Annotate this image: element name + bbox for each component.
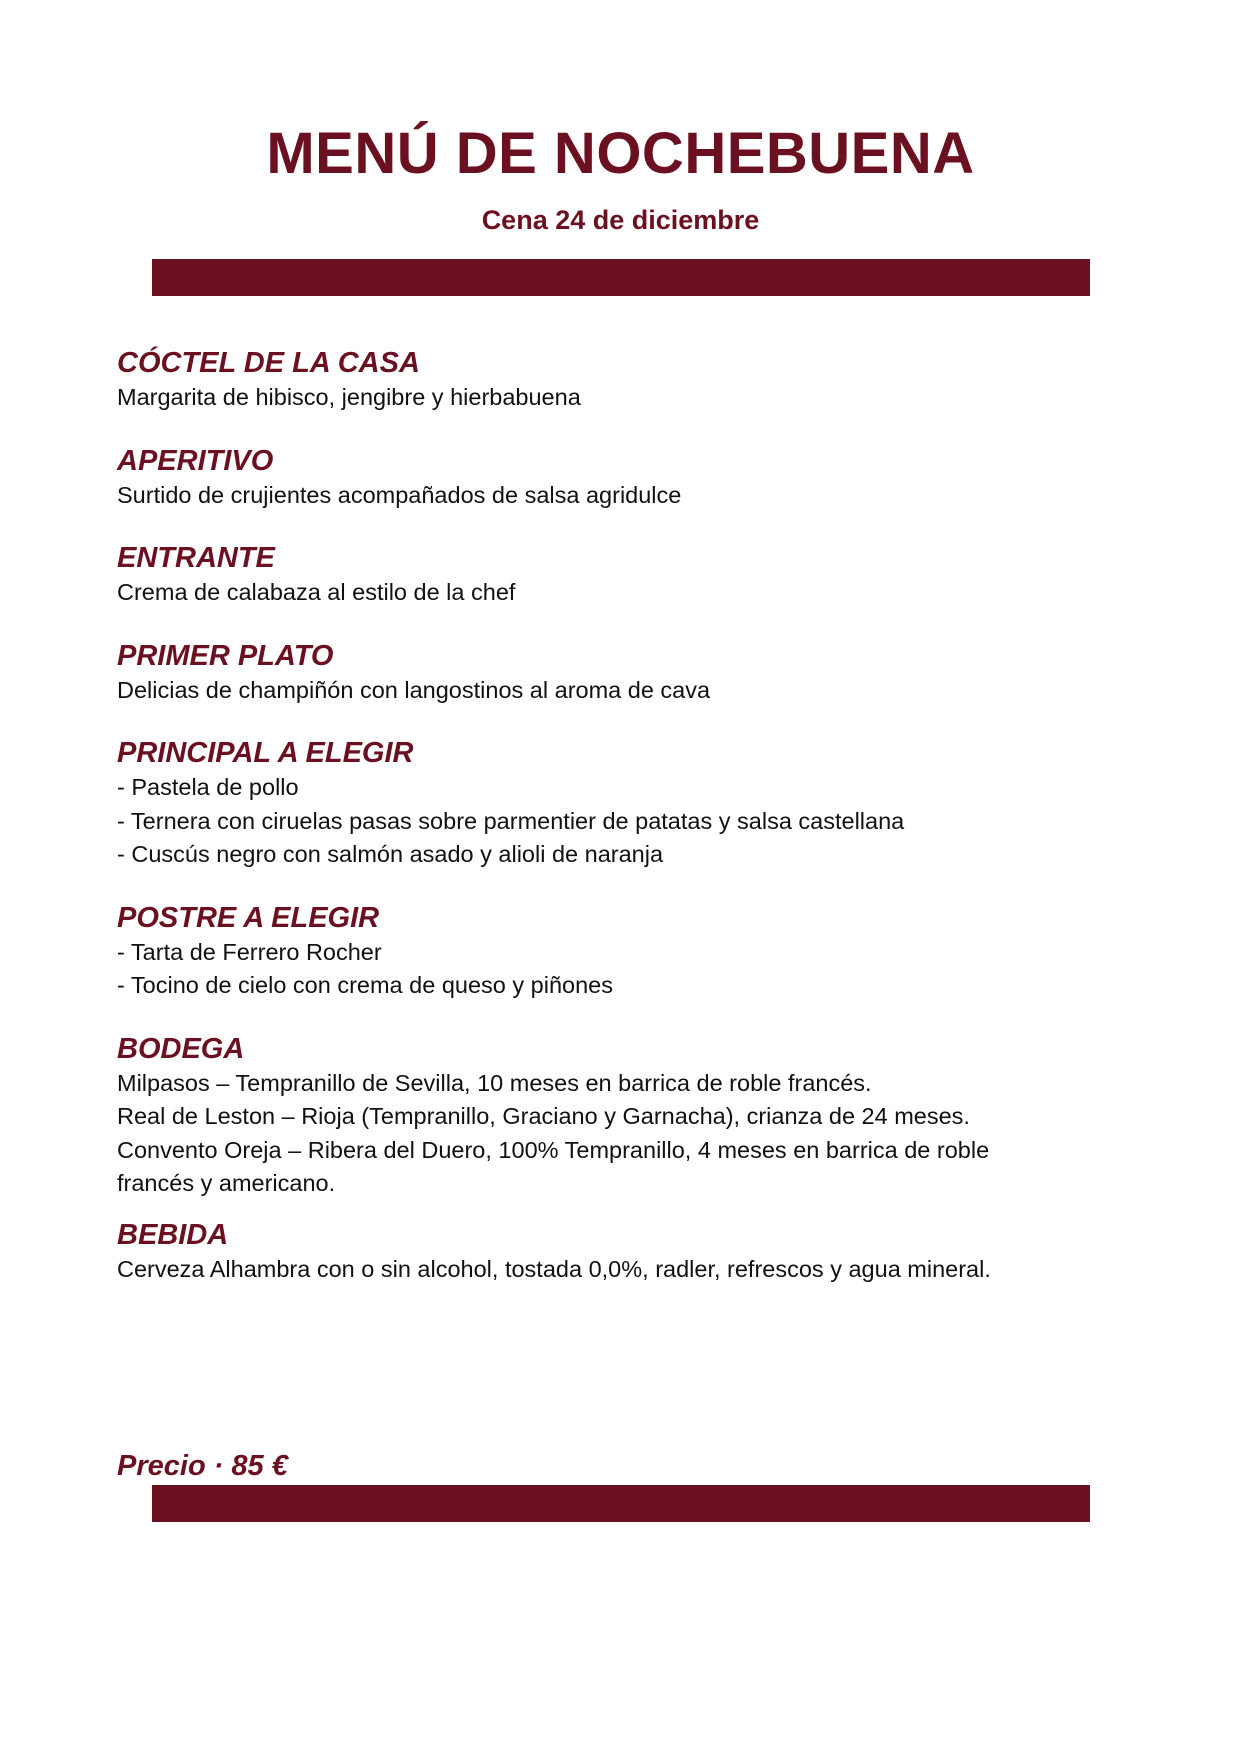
section-bebida	[117, 1217, 1127, 1287]
menu-item: - Tocino de cielo con crema de queso y piñones	[117, 972, 613, 998]
section-title: PRINCIPAL A ELEGIR	[117, 737, 414, 769]
section-title: PRIMER PLATO	[117, 639, 334, 672]
menu-item: - Ternera con ciruelas pasas sobre parmentier de patatas y salsa castellana	[117, 807, 905, 834]
section-title: ENTRANTE	[117, 542, 275, 574]
menu-item: francés y americano.	[117, 1170, 336, 1196]
price-label: Precio · 85 €	[117, 1450, 288, 1482]
bottom-divider-bar	[152, 1485, 1090, 1522]
menu-content	[117, 345, 1127, 1314]
section-title: CÓCTEL DE LA CASA	[117, 347, 420, 379]
menu-item: Convento Oreja – Ribera del Duero, 100% Tempranillo, 4 meses en barrica de roble	[117, 1136, 990, 1163]
menu-item: Margarita de hibisco, jengibre y hierbabuena	[117, 384, 581, 410]
menu-item: Cerveza Alhambra con o sin alcohol, tostada 0,0%, radler, refrescos y agua mineral.	[117, 1255, 991, 1282]
menu-item: Delicias de champiñón con langostinos al aroma de cava	[117, 676, 711, 703]
page-title: MENÚ DE NOCHEBUENA	[266, 121, 975, 186]
menu-item: - Pastela de pollo	[117, 774, 299, 800]
menu-item: - Cuscús negro con salmón asado y alioli de naranja	[117, 841, 664, 867]
top-divider-bar	[152, 259, 1090, 296]
menu-item: Surtido de crujientes acompañados de salsa agridulce	[117, 481, 682, 508]
menu-item: Real de Leston – Rioja (Tempranillo, Graciano y Garnacha), crianza de 24 meses.	[117, 1103, 970, 1129]
menu-item: Crema de calabaza al estilo de la chef	[117, 579, 516, 605]
section-entrante	[117, 540, 1127, 610]
menu-item: Milpasos – Tempranillo de Sevilla, 10 meses en barrica de roble francés.	[117, 1069, 872, 1096]
section-aperitivo	[117, 443, 1127, 513]
section-title: BEBIDA	[117, 1218, 229, 1251]
section-primer-plato	[117, 638, 1127, 708]
section-coctel	[117, 345, 1127, 415]
page-subtitle: Cena 24 de diciembre	[481, 205, 760, 235]
section-title: APERITIVO	[117, 444, 274, 477]
section-principal	[117, 735, 1127, 872]
section-title: POSTRE A ELEGIR	[117, 901, 380, 934]
menu-item: - Tarta de Ferrero Rocher	[117, 938, 382, 965]
section-postre	[117, 900, 1127, 1003]
section-title: BODEGA	[117, 1032, 245, 1065]
section-bodega	[117, 1031, 1127, 1201]
